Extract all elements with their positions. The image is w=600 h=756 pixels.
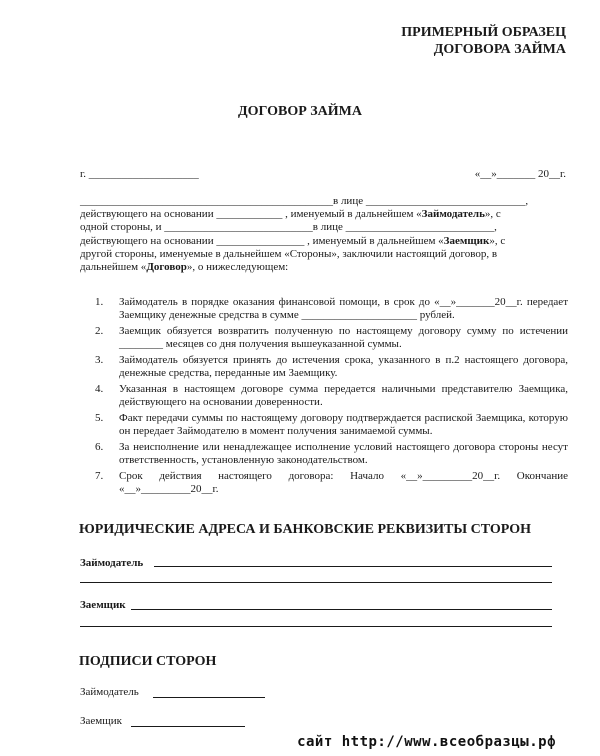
- preamble: [80, 195, 568, 274]
- signature-lender-line: [153, 697, 265, 698]
- preamble-line-4: [80, 235, 568, 248]
- clause-number: 3.: [95, 354, 104, 366]
- clause-text: Заемщик обязуется возвратить полученную по настоящему договору сумму по истечении ________ месяцев со дня получения вышеуказанной суммы.: [119, 325, 568, 350]
- clause-item: [95, 325, 568, 351]
- clause-item: [95, 412, 568, 438]
- preamble-text: », о нижеследующем:: [186, 261, 289, 274]
- sample-header-line2: ДОГОВОРА ЗАЙМА: [433, 42, 566, 57]
- preamble-text: дальнейшем «: [80, 261, 147, 274]
- clause-number: 1.: [95, 296, 104, 308]
- requisites-borrower-line-2: [80, 626, 552, 627]
- clause-number: 5.: [95, 412, 104, 424]
- clause-text: За неисполнение или ненадлежащее исполнение условий настоящего договора стороны несут ответственность, установленную законодательством.: [119, 441, 568, 466]
- clause-item: [95, 383, 568, 409]
- preamble-line-6: [80, 261, 568, 274]
- requisites-lender-line-1: [154, 566, 552, 567]
- signature-lender-label: Займодатель: [80, 686, 139, 698]
- preamble-line-5: другой стороны, именуемые в дальнейшем «Стороны», заключили настоящий договор, в: [80, 247, 498, 260]
- date-field: «__»_______ 20__г.: [474, 168, 566, 180]
- clause-item: [95, 354, 568, 380]
- clause-number: 2.: [95, 325, 104, 337]
- preamble-line-3: одной стороны, и ___________________________в лице ___________________________,: [80, 221, 497, 234]
- clause-number: 6.: [95, 441, 104, 453]
- preamble-line-1: ______________________________________________в лице _____________________________,: [80, 195, 529, 207]
- requisites-lender-line-2: [80, 582, 552, 583]
- document-title: ДОГОВОР ЗАЙМА: [238, 104, 362, 119]
- requisites-lender-label: Займодатель: [80, 557, 144, 569]
- contract-term: Договор: [146, 261, 187, 274]
- clause-number: 7.: [95, 470, 104, 482]
- borrower-term: Заемщик: [443, 234, 490, 247]
- requisites-borrower-line-1: [131, 609, 552, 610]
- clause-text: Займодатель обязуется принять до истечения срока, указанного в п.2 настоящего договора, денежные средства, переданные им Заемщику.: [119, 354, 568, 379]
- clause-list: [95, 296, 568, 499]
- sample-header: [401, 24, 566, 58]
- signature-borrower-line: [131, 726, 245, 727]
- clause-text: Факт передачи суммы по настоящему договору подтверждается распиской Заемщика, которую он передает Займодателю в момент получения занимаемой суммы.: [119, 412, 568, 437]
- preamble-text: », с: [489, 234, 506, 247]
- clause-text: Срок действия настоящего договора: Начало «__»_________20__г. Окончание «__»_________20__г.: [119, 470, 568, 495]
- clause-item: [95, 296, 568, 322]
- clause-number: 4.: [95, 383, 104, 395]
- sample-header-line1: ПРИМЕРНЫЙ ОБРАЗЕЦ: [401, 25, 566, 40]
- signature-borrower-label: Заемщик: [80, 715, 122, 727]
- city-field: г. ____________________: [80, 168, 199, 180]
- site-watermark: сайт http://www.всеобразцы.рф: [297, 734, 556, 750]
- preamble-text: действующего на основании ____________ , именуемый в дальнейшем «: [80, 208, 422, 221]
- clause-item: [95, 470, 568, 496]
- clause-item: [95, 441, 568, 467]
- preamble-text: », с: [484, 208, 501, 221]
- signatures-heading: ПОДПИСИ СТОРОН: [79, 654, 217, 669]
- requisites-heading: ЮРИДИЧЕСКИЕ АДРЕСА И БАНКОВСКИЕ РЕКВИЗИТЫ СТОРОН: [79, 522, 531, 537]
- clause-text: Займодатель в порядке оказания финансовой помощи, в срок до «__»_______20__г. передает Заемщику денежные средства в сумме _____________________ рублей.: [119, 296, 568, 321]
- requisites-borrower-label: Заемщик: [80, 599, 126, 611]
- clause-text: Указанная в настоящем договоре сумма передается наличными представителю Заемщика, действующего на основании доверенности.: [119, 383, 568, 408]
- preamble-line-2: [80, 208, 568, 221]
- preamble-text: действующего на основании ________________ , именуемый в дальнейшем «: [80, 234, 444, 247]
- lender-term: Займодатель: [421, 208, 485, 221]
